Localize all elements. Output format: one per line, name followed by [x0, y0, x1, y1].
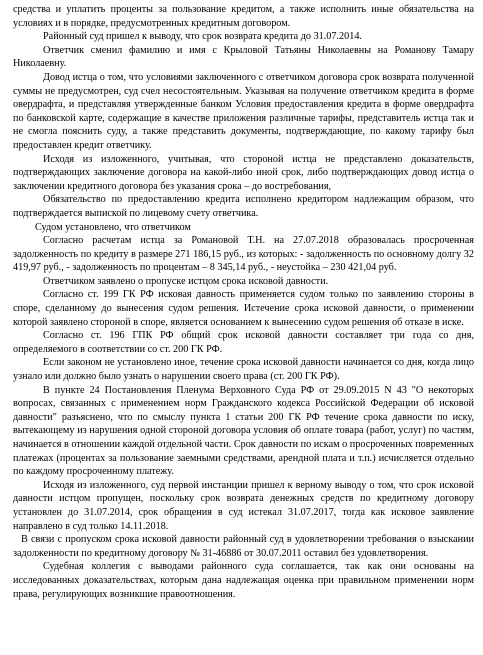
paragraph-8: Согласно расчетам истца за Романовой Т.Н. на 27.07.2018 образовалась просроченная задолженность по кредиту в размере 271 186,15 руб., из которых: - задолженность по основному долгу 32 419,97 руб., - задолженность по процентам – 8 345,14 руб., - неустойка – 230 421,04 руб.	[13, 235, 474, 274]
paragraph-14: Исходя из изложенного, суд первой инстанции пришел к верному выводу о том, что срок исковой давности истцом пропущен, поскольку срок возврата денежных средств по кредитному договору установлен до 31.07.2014, срок обращения в суд истекал 31.07.2017, тогда как исковое заявление направлено в суд только 14.11.2018.	[13, 479, 474, 532]
paragraph-11: Согласно ст. 196 ГПК РФ общий срок исковой давности составляет три года со дня, определяемого в соответствии со ст. 200 ГК РФ.	[13, 330, 474, 355]
paragraph-3: Ответчик сменил фамилию и имя с Крыловой Татьяны Николаевны на Романову Тамару Николаевну.	[13, 44, 474, 70]
paragraph-2: Районный суд пришел к выводу, что срок возврата кредита до 31.07.2014.	[43, 31, 362, 43]
paragraph-6: Обязательство по предоставлению кредита исполнено кредитором надлежащим образом, что подтверждается выпиской по лицевому счету ответчика.	[13, 194, 474, 219]
paragraph-4: Довод истца о том, что условиями заключенного с ответчиком договора срок возврата полученной суммы не предусмотрен, суд счел несостоятельным. Указывая на получение ответчиком кредита в форме овердрафта, и представляя утвержденные банком Условия предоставления кредита в форме овердрафта по банковской карте, содержащие в качестве приложения различные тарифы, представитель истца так и не смогла пояснить суду, а также представить документы, подтверждающие, по какому тарифу был предоставлен кредит ответчику.	[13, 71, 474, 151]
paragraph-16: Судебная коллегия с выводами районного суда соглашается, так как они основаны на исследованных доказательствах, которым дана надлежащая оценка при правильном применении норм права, регулирующих возникшие правоотношения.	[13, 561, 474, 600]
paragraph-10: Согласно ст. 199 ГК РФ исковая давность применяется судом только по заявлению стороны в споре, сделанному до вынесения судом решения. Истечение срока исковой давности, о применении которой заявлено стороной в споре, является основанием к вынесению судом решения об отказе в иске.	[13, 289, 474, 328]
paragraph-1: средства и уплатить проценты за пользование кредитом, а также исполнить иные обязательства на условиях и в порядке, предусмотренных кредитным договором.	[13, 4, 474, 29]
paragraph-12: Если законом не установлено иное, течение срока исковой давности начинается со дня, когда лицо узнало или должно было узнать о нарушении своего права (ст. 200 ГК РФ).	[13, 357, 474, 383]
paragraph-13: В пункте 24 Постановления Пленума Верховного Суда РФ от 29.09.2015 N 43 "О некоторых вопросах, связанных с применением норм Гражданского кодекса Российской Федерации об исковой давности" разъяснено, что по смыслу пункта 1 статьи 200 ГК РФ течение срока давности по иску, вытекающему из нарушения одной стороной договора условия об оплате товара (работ, услуг) по частям, начинается в отношении каждой отдельной части. Срок давности по искам о просроченных повременных платежах (процентах за пользование заемными средствами, арендной плата и т.п.) исчисляется отдельно по каждому просроченному платежу.	[13, 384, 474, 478]
paragraph-15: В связи с пропуском срока исковой давности районный суд в удовлетворении требования о взыскании задолженности по кредитному договору № 31-46886 от 30.07.2011 оставил без удовлетворения.	[13, 534, 474, 559]
paragraph-5: Исходя из изложенного, учитывая, что стороной истца не представлено доказательств, подтверждающих заключение договора на какой-либо иной срок, либо подтверждающих довод истца о заключении кредитного договора без указания срока – до востребования,	[13, 153, 474, 192]
paragraph-7: Судом установлено, что ответчиком	[35, 221, 191, 233]
paragraph-9: Ответчиком заявлено о пропуске истцом срока исковой давности.	[43, 275, 329, 287]
